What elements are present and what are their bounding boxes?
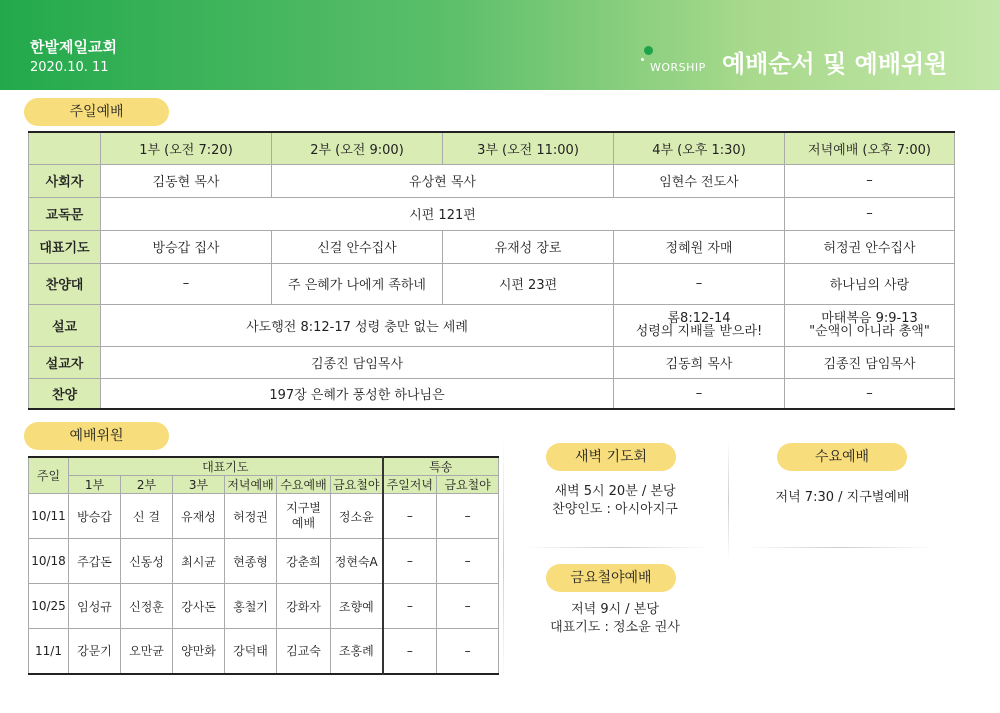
table-cell: 조홍례	[331, 629, 383, 674]
table-row	[29, 230, 955, 263]
table-cell: 강사돈	[173, 584, 225, 629]
table-row	[29, 304, 955, 346]
table-cell: –	[383, 494, 437, 539]
table-cell: 김교숙	[277, 629, 331, 674]
row-label: 설교자	[29, 346, 101, 378]
table-row	[29, 539, 499, 584]
cell-line: 예배	[291, 516, 316, 530]
row-label: 대표기도	[29, 230, 101, 263]
table-cell: –	[785, 378, 955, 409]
sunday-schedule-table	[28, 131, 955, 410]
table-header-row	[29, 457, 499, 476]
row-label: 사회자	[29, 164, 101, 197]
table-cell: 강덕태	[225, 629, 277, 674]
table-cell: 홍철기	[225, 584, 277, 629]
table-cell: 주갑돈	[69, 539, 121, 584]
table-row	[29, 197, 955, 230]
column-header: 저녁예배	[225, 476, 277, 494]
column-header: 금요철야	[437, 476, 499, 494]
row-label: 찬양	[29, 378, 101, 409]
column-header: 3부 (오전 11:00)	[443, 132, 614, 164]
table-cell: 시편 121편	[101, 197, 785, 230]
table-cell: 신동성	[121, 539, 173, 584]
table-cell: 주 은혜가 나에게 족하네	[272, 263, 443, 304]
table-cell: 임성규	[69, 584, 121, 629]
table-cell: 사도행전 8:12-17 성령 충만 없는 세례	[101, 304, 614, 346]
column-header: 2부	[121, 476, 173, 494]
column-header: 주일	[29, 457, 69, 494]
table-cell: 강문기	[69, 629, 121, 674]
dawn-prayer-leader: 찬양인도 : 아시아지구	[552, 502, 678, 517]
table-cell: 허정권 안수집사	[785, 230, 955, 263]
table-cell: 오만균	[121, 629, 173, 674]
friday-worship-info	[520, 601, 710, 637]
column-header: 대표기도	[69, 457, 383, 476]
table-cell: 유상현 목사	[272, 164, 614, 197]
dawn-prayer-time: 새벽 5시 20분 / 본당	[554, 484, 676, 499]
table-cell: 김종진 담임목사	[101, 346, 614, 378]
table-cell: 방승갑	[69, 494, 121, 539]
table-row	[29, 494, 499, 539]
vertical-divider	[728, 440, 729, 560]
dawn-prayer-pill: 새벽 기도회	[546, 443, 676, 471]
row-label: 찬양대	[29, 263, 101, 304]
date-cell: 11/1	[29, 629, 69, 674]
table-cell: –	[614, 263, 785, 304]
table-cell	[277, 494, 331, 539]
table-cell: 강화자	[277, 584, 331, 629]
column-header: 1부	[69, 476, 121, 494]
table-cell: 양만화	[173, 629, 225, 674]
table-row	[29, 263, 955, 304]
table-cell: 최시균	[173, 539, 225, 584]
header-banner	[0, 0, 1000, 90]
table-cell: 신정훈	[121, 584, 173, 629]
table-cell: 김종진 담임목사	[785, 346, 955, 378]
table-cell: 신 걸	[121, 494, 173, 539]
table-cell: –	[437, 539, 499, 584]
table-cell: 유재성	[173, 494, 225, 539]
page-title: 예배순서 및 예배위원	[722, 50, 948, 78]
table-cell: 조향예	[331, 584, 383, 629]
table-header-row	[29, 132, 955, 164]
friday-worship-time: 저녁 9시 / 본당	[571, 602, 659, 617]
column-header: 주일저녁	[383, 476, 437, 494]
table-cell	[785, 304, 955, 346]
sermon-title: 성령의 지배를 받으라!	[635, 324, 763, 339]
table-cell: –	[101, 263, 272, 304]
table-cell	[614, 304, 785, 346]
table-cell: 197장 은혜가 풍성한 하나님은	[101, 378, 614, 409]
committee-table	[28, 456, 499, 675]
corner-cell	[29, 132, 101, 164]
horizontal-divider	[745, 547, 935, 548]
table-cell: 허정권	[225, 494, 277, 539]
committee-pill: 예배위원	[24, 422, 169, 450]
table-cell: 김동현 목사	[101, 164, 272, 197]
column-header: 수요예배	[277, 476, 331, 494]
dawn-prayer-info	[520, 483, 710, 519]
table-cell: –	[614, 378, 785, 409]
table-row	[29, 378, 955, 409]
table-cell: –	[383, 629, 437, 674]
cell-line: 지구별	[286, 501, 321, 515]
row-label: 설교	[29, 304, 101, 346]
table-cell: 시편 23편	[443, 263, 614, 304]
friday-worship-prayer: 대표기도 : 정소윤 권사	[550, 620, 680, 635]
table-header-row	[29, 476, 499, 494]
table-cell: –	[437, 584, 499, 629]
sermon-text: 마태복음 9:9-13	[821, 311, 918, 326]
table-cell: 현종형	[225, 539, 277, 584]
sermon-text: 롬8:12-14	[667, 311, 731, 326]
column-header: 금요철야	[331, 476, 383, 494]
table-cell: –	[383, 584, 437, 629]
table-cell: –	[785, 197, 955, 230]
horizontal-divider	[525, 547, 710, 548]
bulletin-date: 2020.10. 11	[30, 60, 109, 75]
table-cell: –	[437, 629, 499, 674]
table-row	[29, 584, 499, 629]
row-label: 교독문	[29, 197, 101, 230]
table-cell: –	[383, 539, 437, 584]
table-cell: –	[437, 494, 499, 539]
table-cell: 하나님의 사랑	[785, 263, 955, 304]
column-header: 1부 (오전 7:20)	[101, 132, 272, 164]
table-row	[29, 629, 499, 674]
column-header: 4부 (오후 1:30)	[614, 132, 785, 164]
wednesday-worship-pill: 수요예배	[777, 443, 907, 471]
table-cell: 유재성 장로	[443, 230, 614, 263]
table-cell: 신걸 안수집사	[272, 230, 443, 263]
table-cell: 정혜원 자매	[614, 230, 785, 263]
table-cell: 정소윤	[331, 494, 383, 539]
column-header: 3부	[173, 476, 225, 494]
date-cell: 10/18	[29, 539, 69, 584]
column-header: 특송	[383, 457, 499, 476]
table-cell: 강춘희	[277, 539, 331, 584]
wednesday-worship-info	[745, 489, 940, 507]
column-header: 2부 (오전 9:00)	[272, 132, 443, 164]
dot-icon	[644, 46, 653, 55]
date-cell: 10/11	[29, 494, 69, 539]
church-name: 한밭제일교회	[30, 38, 117, 56]
table-cell: 방승갑 집사	[101, 230, 272, 263]
table-row	[29, 164, 955, 197]
friday-worship-pill: 금요철야예배	[546, 564, 676, 592]
table-cell: 정현숙A	[331, 539, 383, 584]
sermon-title: "순액이 아니라 총액"	[809, 324, 930, 339]
date-cell: 10/25	[29, 584, 69, 629]
wednesday-worship-time: 저녁 7:30 / 지구별예배	[775, 490, 910, 505]
column-header: 저녁예배 (오후 7:00)	[785, 132, 955, 164]
table-cell: –	[785, 164, 955, 197]
table-cell: 임현수 전도사	[614, 164, 785, 197]
table-row	[29, 346, 955, 378]
sunday-worship-pill: 주일예배	[24, 98, 169, 126]
vertical-divider	[503, 440, 504, 680]
worship-label: WORSHIP	[650, 61, 706, 74]
table-cell: 김동희 목사	[614, 346, 785, 378]
small-dot-icon	[641, 58, 644, 61]
